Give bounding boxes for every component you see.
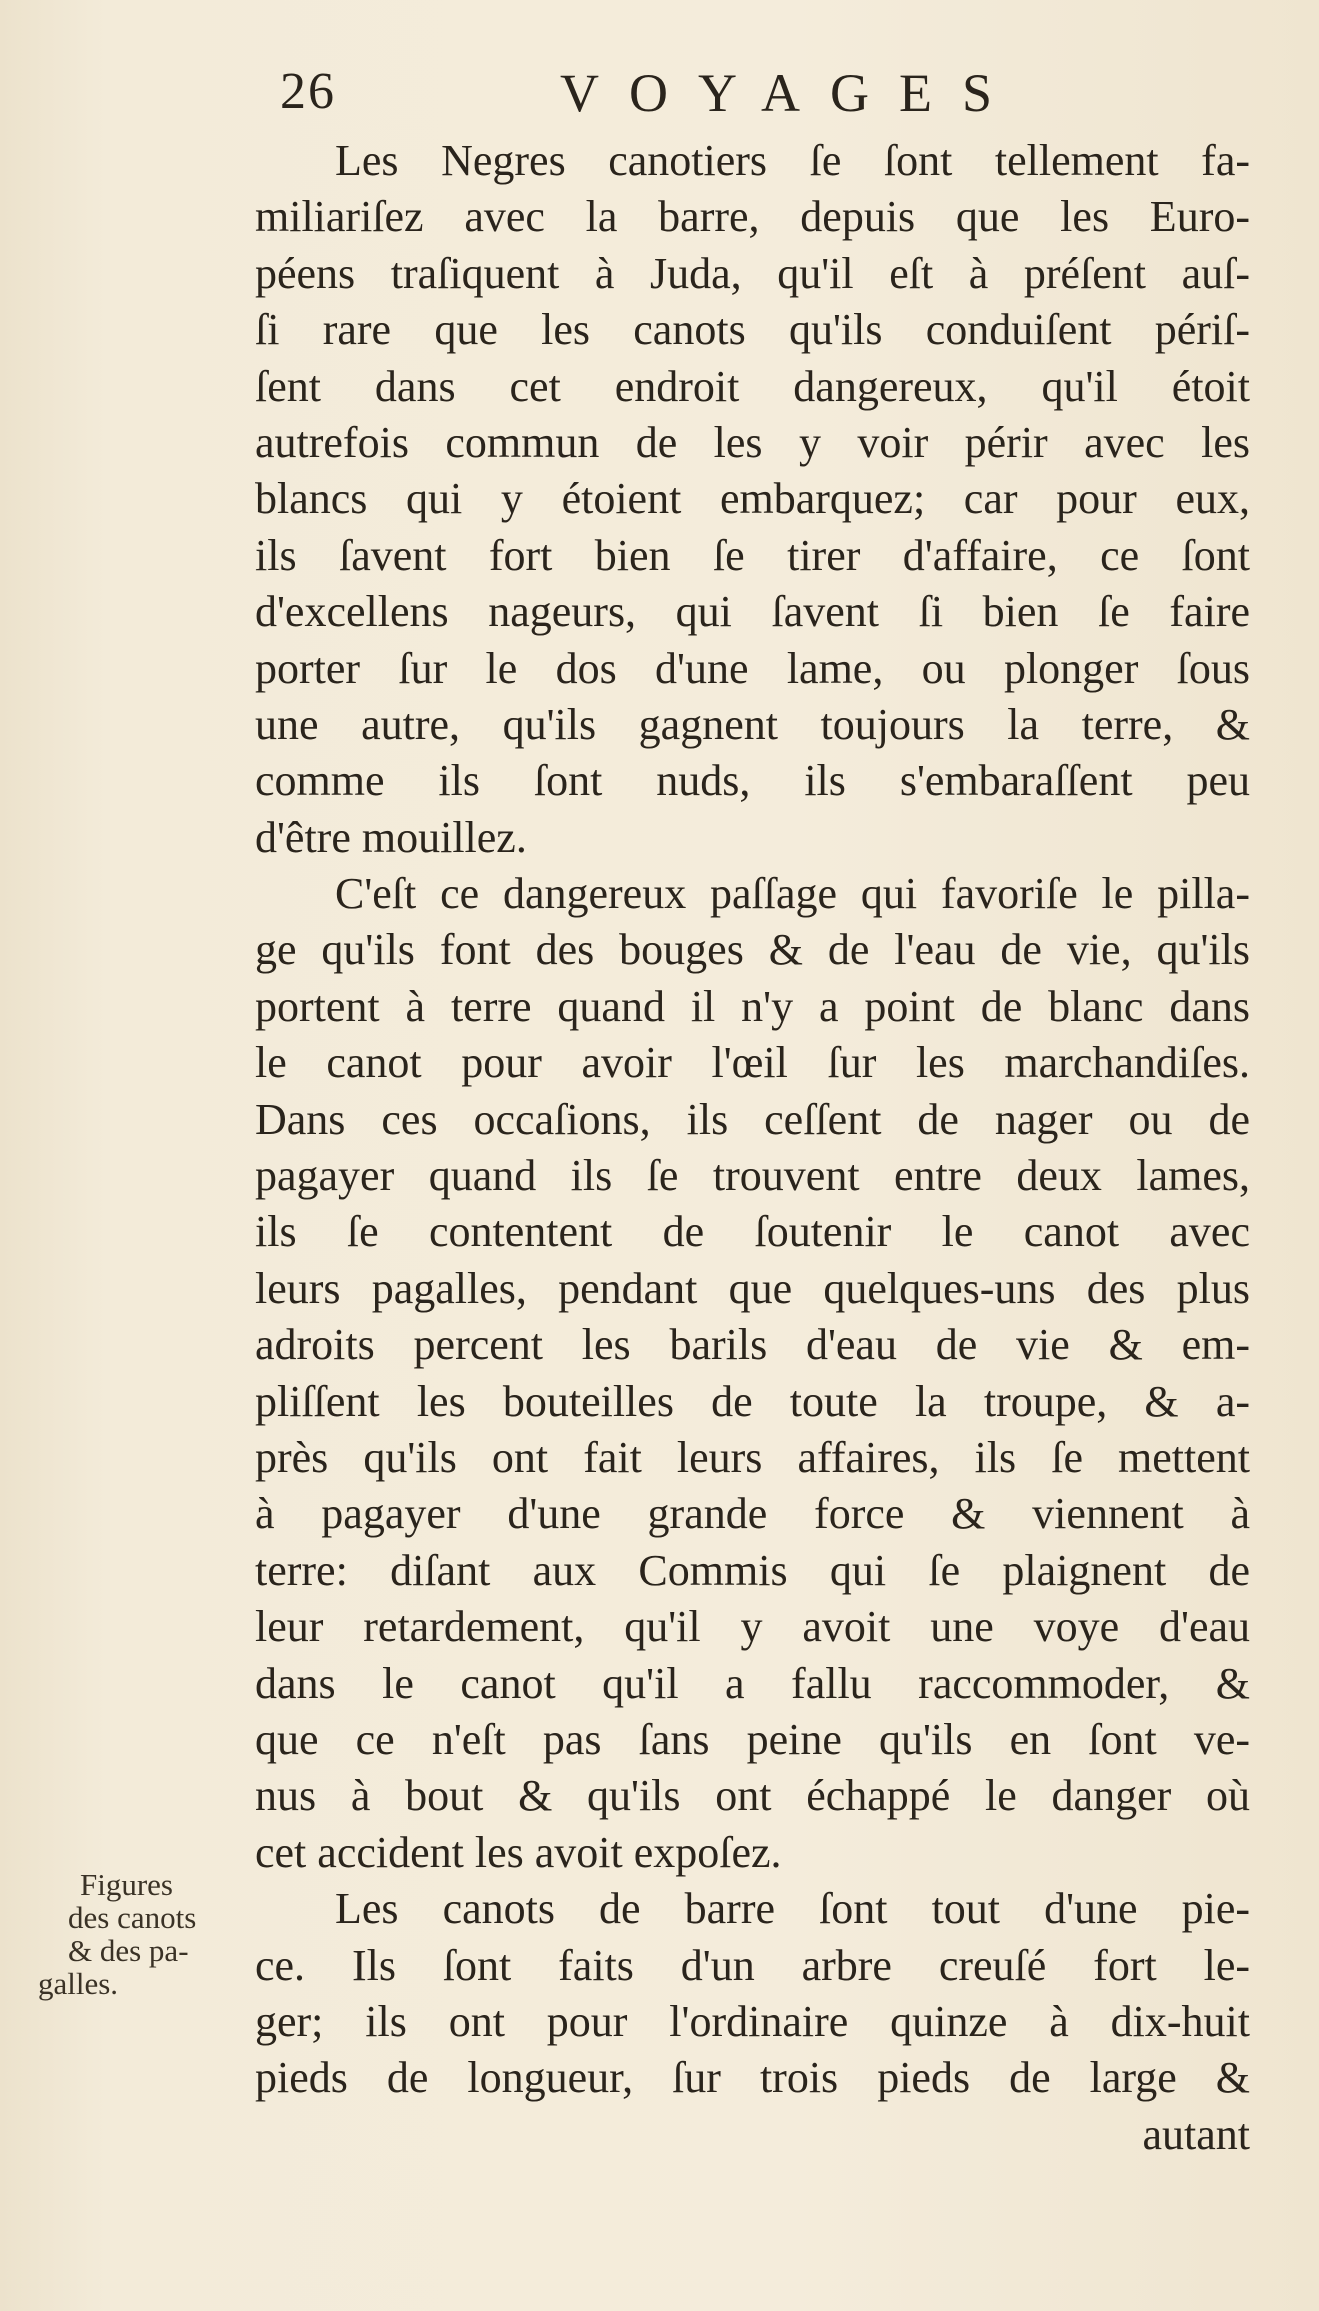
text-line: que ce n'eſt pas ſans peine qu'ils en ſont ve- (255, 1714, 1250, 1764)
text-line: terre: diſant aux Commis qui ſe plaignent de (255, 1545, 1250, 1595)
text-line: à pagayer d'une grande force & viennent à (255, 1489, 1250, 1539)
text-line: blancs qui y étoient embarquez; car pour eux, (255, 474, 1250, 524)
text-line: dans le canot qu'il a fallu raccommoder, & (255, 1658, 1250, 1708)
text-line: près qu'ils ont fait leurs affaires, ils ſe mettent (255, 1432, 1250, 1482)
text-line: ils ſe contentent de ſoutenir le canot avec (255, 1207, 1250, 1257)
running-head: VOYAGES (560, 63, 1023, 123)
text-line: ger; ils ont pour l'ordinaire quinze à dix-huit (255, 1996, 1250, 2046)
text-line: d'être mouillez. (255, 812, 527, 862)
text-line: pagayer quand ils ſe trouvent entre deux lames, (255, 1151, 1250, 1201)
margin-note-line: & des pa- (68, 1933, 189, 1968)
text-line: pliſſent les bouteilles de toute la troupe, & a- (255, 1376, 1250, 1426)
text-line: péens traſiquent à Juda, qu'il eſt à préſent auſ- (255, 248, 1250, 298)
text-line: nus à bout & qu'ils ont échappé le danger où (255, 1771, 1250, 1821)
text-line: miliariſez avec la barre, depuis que les Euro- (255, 192, 1250, 242)
text-line: adroits percent les barils d'eau de vie & em- (255, 1320, 1250, 1370)
body-text (255, 133, 1250, 2163)
text-line: ſi rare que les canots qu'ils conduiſent périſ- (255, 305, 1250, 355)
text-line: une autre, qu'ils gagnent toujours la terre, & (255, 699, 1250, 749)
text-line: C'eſt ce dangereux paſſage qui favoriſe le pilla- (335, 869, 1250, 919)
page-header (280, 62, 1040, 132)
catchword: autant (1142, 2109, 1250, 2159)
text-line: porter ſur le dos d'une lame, ou plonger ſous (255, 643, 1250, 693)
text-line: leurs pagalles, pendant que quelques-uns des plus (255, 1263, 1250, 1313)
text-line: le canot pour avoir l'œil ſur les marchandiſes. (255, 1038, 1250, 1088)
text-line: d'excellens nageurs, qui ſavent ſi bien ſe faire (255, 587, 1250, 637)
margin-note-line: galles. (38, 1966, 119, 2001)
margin-note (38, 1868, 238, 2000)
margin-note-line: Figures (80, 1867, 173, 1902)
text-line: Les canots de barre ſont tout d'une pie- (335, 1884, 1250, 1934)
text-line: Les Negres canotiers ſe ſont tellement fa- (335, 136, 1250, 185)
margin-note-line: des canots (68, 1900, 197, 1935)
text-line: Dans ces occaſions, ils ceſſent de nager ou de (255, 1094, 1250, 1144)
page-number: 26 (280, 63, 336, 120)
text-line: portent à terre quand il n'y a point de blanc dans (255, 981, 1250, 1031)
text-line: ils ſavent fort bien ſe tirer d'affaire, ce ſont (255, 530, 1250, 580)
text-line: leur retardement, qu'il y avoit une voye d'eau (255, 1602, 1250, 1652)
text-line: autrefois commun de les y voir périr avec les (255, 417, 1250, 467)
text-line: ce. Ils ſont faits d'un arbre creuſé fort le- (255, 1940, 1250, 1990)
text-line: comme ils ſont nuds, ils s'embaraſſent peu (255, 756, 1250, 806)
text-line: ſent dans cet endroit dangereux, qu'il étoit (255, 361, 1250, 411)
text-line: ge qu'ils font des bouges & de l'eau de vie, qu'ils (255, 925, 1250, 975)
text-line: pieds de longueur, ſur trois pieds de large & (255, 2053, 1250, 2103)
text-line: cet accident les avoit expoſez. (255, 1827, 782, 1877)
